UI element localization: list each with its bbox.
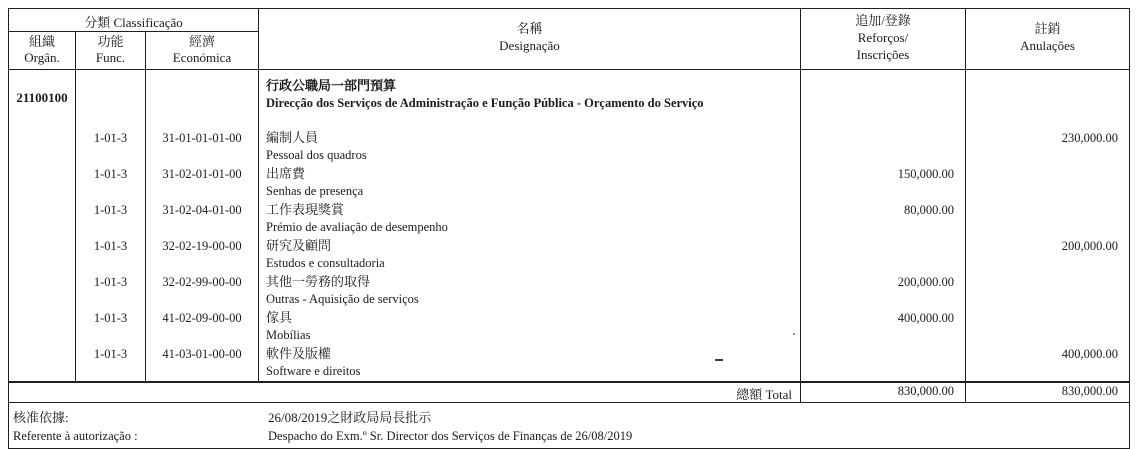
designation-zh: 編制人員 (266, 130, 319, 145)
table-header (9, 9, 1129, 70)
designation-zh: 研究及顧問 (266, 238, 332, 253)
designation-cell (258, 309, 800, 345)
empty-cell (9, 345, 75, 381)
empty-cell (9, 129, 75, 165)
func-code: 1-01-3 (75, 165, 145, 201)
func-code: 1-01-3 (75, 273, 145, 309)
budget-amendment-sheet (8, 8, 1130, 449)
table-row (9, 129, 1129, 165)
func-code: 1-01-3 (75, 201, 145, 237)
header-func (75, 32, 145, 69)
header-classification-group: 分類 Classificação (9, 9, 258, 32)
econ-code: 31-01-01-01-00 (145, 129, 258, 165)
cancel-amount (965, 165, 1129, 201)
empty-cell (9, 273, 75, 309)
econ-code: 32-02-99-00-00 (145, 273, 258, 309)
designation-zh: 其他一勞務的取得 (266, 274, 371, 289)
table-row (9, 165, 1129, 201)
authorization-footer (8, 403, 1130, 449)
section-title-pt: Direcção dos Serviços de Administração e Função Pública - Orçamento do Serviço (266, 96, 704, 110)
header-reinforcements-pt1: Reforços/ (857, 30, 909, 45)
func-code: 1-01-3 (75, 129, 145, 165)
empty-cell (9, 309, 75, 345)
reinforce-amount: 200,000.00 (800, 273, 965, 309)
designation-zh: 傢具 (266, 310, 293, 325)
reinforce-amount (800, 129, 965, 165)
designation-pt: Mobílias (266, 328, 311, 342)
section-title (258, 70, 800, 129)
func-code: 1-01-3 (75, 309, 145, 345)
authorization-value-zh: 26/08/2019之財政局局長批示 (268, 410, 432, 425)
econ-code: 41-02-09-00-00 (145, 309, 258, 345)
total-row (9, 381, 1129, 402)
section-title-zh: 行政公職局一部門預算 (266, 78, 397, 93)
header-cancellations-zh: 註銷 (1034, 21, 1061, 36)
designation-zh: 軟件及版權 (266, 346, 332, 361)
budget-table (8, 8, 1130, 403)
empty-cell (75, 70, 145, 129)
reinforce-amount: 400,000.00 (800, 309, 965, 345)
table-row (9, 201, 1129, 237)
section-title-row (9, 70, 1129, 129)
header-organ (9, 32, 75, 69)
header-econ (145, 32, 258, 69)
designation-pt: Pessoal dos quadros (266, 148, 367, 162)
designation-cell (258, 237, 800, 273)
header-organ-pt: Orgân. (24, 50, 60, 65)
authorization-label-zh: 核准依據: (13, 410, 69, 425)
header-reinforcements (800, 9, 965, 69)
header-func-zh: 功能 (97, 34, 124, 49)
authorization-value-pt: Despacho do Exm.º Sr. Director dos Serviços de Finanças de 26/08/2019 (268, 429, 633, 443)
designation-cell (258, 129, 800, 165)
empty-cell (9, 237, 75, 273)
designation-pt: Software e direitos (266, 364, 361, 378)
designation-pt: Estudos e consultadoria (266, 256, 385, 270)
header-reinforcements-pt2: Inscrições (856, 47, 910, 62)
authorization-values (259, 408, 1129, 448)
designation-cell (258, 273, 800, 309)
total-cancel-amount: 830,000.00 (965, 383, 1129, 403)
reinforce-amount (800, 345, 965, 381)
econ-code: 32-02-19-00-00 (145, 237, 258, 273)
cancel-amount: 400,000.00 (965, 345, 1129, 381)
cancel-amount (965, 309, 1129, 345)
designation-zh: 出席費 (266, 166, 306, 181)
func-code: 1-01-3 (75, 237, 145, 273)
cancel-amount: 230,000.00 (965, 129, 1129, 165)
header-designation (258, 9, 800, 69)
reinforce-amount: 150,000.00 (800, 165, 965, 201)
cancel-amount: 200,000.00 (965, 237, 1129, 273)
empty-cell (145, 70, 258, 129)
econ-code: 41-03-01-00-00 (145, 345, 258, 381)
empty-cell (800, 70, 965, 129)
header-func-pt: Func. (95, 50, 126, 65)
table-row (9, 273, 1129, 309)
scan-speck (793, 333, 795, 335)
table-row (9, 309, 1129, 345)
header-econ-pt: Económica (172, 50, 232, 65)
header-designation-zh: 名稱 (516, 21, 543, 36)
empty-cell (9, 165, 75, 201)
header-designation-pt: Designação (499, 38, 560, 53)
econ-code: 31-02-01-01-00 (145, 165, 258, 201)
header-cancellations (965, 9, 1129, 69)
designation-pt: Prémio de avaliação de desempenho (266, 220, 448, 234)
authorization-labels (9, 408, 259, 448)
empty-cell (965, 70, 1129, 129)
header-organ-zh: 組織 (28, 34, 55, 49)
designation-cell (258, 201, 800, 237)
cancel-amount (965, 273, 1129, 309)
designation-pt: Outras - Aquisição de serviços (266, 292, 419, 306)
designation-pt: Senhas de presença (266, 184, 364, 198)
func-code: 1-01-3 (75, 345, 145, 381)
header-reinforcements-zh: 追加/登錄 (855, 13, 911, 28)
organ-code: 21100100 (16, 90, 68, 105)
total-label: 總額 Total (736, 387, 792, 402)
header-cancellations-pt: Anulações (1020, 38, 1075, 53)
total-reinforce-amount: 830,000.00 (800, 383, 965, 403)
designation-zh: 工作表現獎賞 (266, 202, 345, 217)
econ-code: 31-02-04-01-00 (145, 201, 258, 237)
table-row (9, 237, 1129, 273)
scan-speck (715, 359, 723, 361)
designation-cell (258, 345, 800, 381)
cancel-amount (965, 201, 1129, 237)
table-row (9, 345, 1129, 381)
reinforce-amount (800, 237, 965, 273)
authorization-label-pt: Referente à autorização : (13, 429, 138, 443)
designation-cell (258, 165, 800, 201)
header-econ-zh: 經濟 (188, 34, 215, 49)
reinforce-amount: 80,000.00 (800, 201, 965, 237)
empty-cell (9, 201, 75, 237)
